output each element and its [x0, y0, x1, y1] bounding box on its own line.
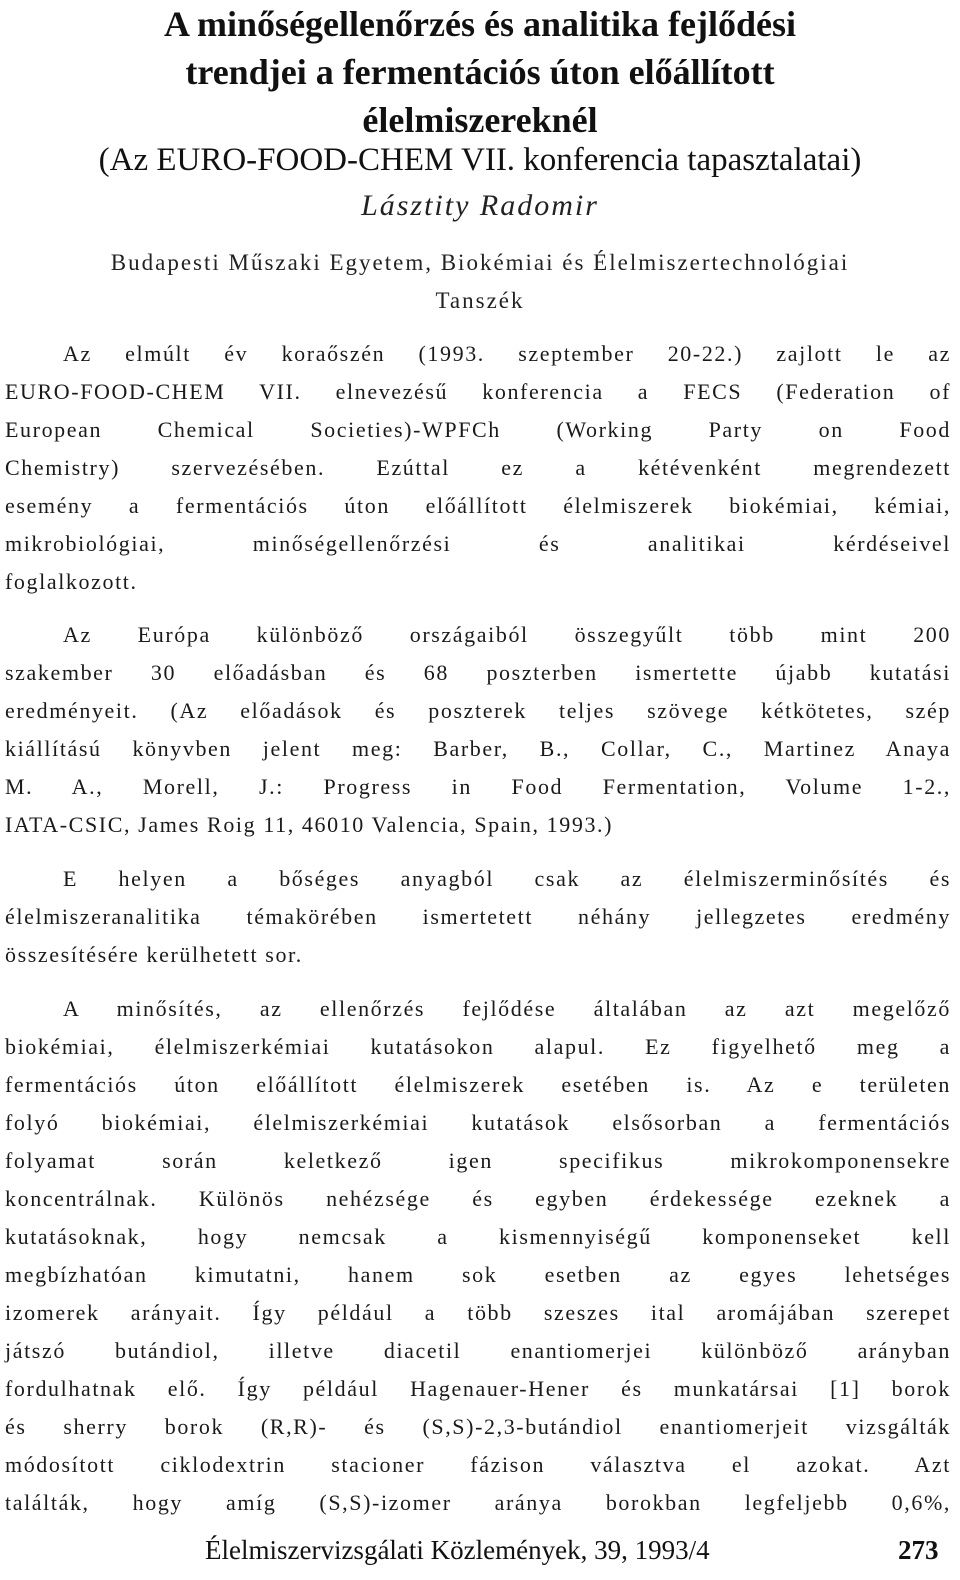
- paragraph-line: fermentációs úton előállított élelmiszerek esetében is. Az e területen: [5, 1072, 951, 1097]
- paragraph-line: kiállítású könyvben jelent meg: Barber, B., Collar, C., Martinez Anaya: [5, 736, 951, 761]
- paragraph-line: kutatásoknak, hogy nemcsak a kismennyiségű komponenseket kell: [5, 1224, 951, 1249]
- author-affiliation: [0, 244, 960, 320]
- paragraph-line: foglalkozott.: [5, 569, 138, 594]
- article-subtitle: (Az EURO-FOOD-CHEM VII. konferencia tapasztalatai): [98, 142, 862, 178]
- body-paragraph-1: [5, 335, 951, 601]
- paragraph-line: esemény a fermentációs úton előállított élelmiszerek biokémiai, kémiai,: [5, 493, 951, 518]
- paragraph-line: eredményeit. (Az előadások és poszterek teljes szövege kétkötetes, szép: [5, 698, 951, 723]
- paragraph-line: játszó butándiol, illetve diacetil enantiomerjei különböző arányban: [5, 1338, 951, 1363]
- body-paragraph-2: [5, 616, 951, 844]
- paragraph-line: European Chemical Societies)-WPFCh (Working Party on Food: [5, 417, 951, 442]
- paragraph-line: folyó biokémiai, élelmiszerkémiai kutatások elsősorban a fermentációs: [5, 1110, 951, 1135]
- paragraph-line: Az elmúlt év koraőszén (1993. szeptember 20-22.) zajlott le az: [63, 341, 951, 366]
- page-number: 273: [898, 1535, 939, 1565]
- paragraph-line: E helyen a bőséges anyagból csak az élelmiszerminősítés és: [63, 866, 951, 891]
- paragraph-line: izomerek arányait. Így például a több szeszes ital aromájában szerepet: [5, 1300, 951, 1325]
- paragraph-line: összesítésére kerülhetett sor.: [5, 942, 303, 967]
- affiliation-line: Tanszék: [435, 288, 525, 313]
- paragraph-line: fordulhatnak elő. Így például Hagenauer-Hener és munkatársai [1] borok: [5, 1376, 951, 1401]
- author-name: Lásztity Radomir: [361, 189, 599, 222]
- affiliation-line: Budapesti Műszaki Egyetem, Biokémiai és Élelmiszertechnológiai: [110, 250, 850, 275]
- paragraph-line: biokémiai, élelmiszerkémiai kutatásokon alapul. Ez figyelhető meg a: [5, 1034, 951, 1059]
- title-line: A minőségellenőrzés és analitika fejlődési: [164, 4, 796, 44]
- paragraph-line: koncentrálnak. Különös nehézsége és egyben érdekessége ezeknek a: [5, 1186, 951, 1211]
- title-line: trendjei a fermentációs úton előállított: [185, 52, 775, 92]
- paragraph-line: M. A., Morell, J.: Progress in Food Fermentation, Volume 1-2.,: [5, 774, 951, 799]
- paragraph-line: megbízhatóan kimutatni, hanem sok esetben az egyes lehetséges: [5, 1262, 951, 1287]
- title-line: élelmiszereknél: [362, 100, 598, 140]
- paragraph-line: Az Európa különböző országaiból összegyűlt több mint 200: [63, 622, 951, 647]
- paragraph-line: találták, hogy amíg (S,S)-izomer aránya borokban legfeljebb 0,6%,: [5, 1490, 951, 1515]
- paragraph-line: IATA-CSIC, James Roig 11, 46010 Valencia, Spain, 1993.): [5, 812, 614, 837]
- paragraph-line: A minősítés, az ellenőrzés fejlődése általában az azt megelőző: [63, 996, 951, 1021]
- journal-citation: Élelmiszervizsgálati Közlemények, 39, 1993/4: [205, 1535, 710, 1565]
- article-title: [0, 0, 960, 144]
- paragraph-line: mikrobiológiai, minőségellenőrzési és analitikai kérdéseivel: [5, 531, 951, 556]
- paragraph-line: szakember 30 előadásban és 68 poszterben ismertette újabb kutatási: [5, 660, 951, 685]
- paragraph-line: és sherry borok (R,R)- és (S,S)-2,3-butándiol enantiomerjeit vizsgálták: [5, 1414, 951, 1439]
- paragraph-line: folyamat során keletkező igen specifikus mikrokomponensekre: [5, 1148, 951, 1173]
- paragraph-line: EURO-FOOD-CHEM VII. elnevezésű konferencia a FECS (Federation of: [5, 379, 951, 404]
- paragraph-line: élelmiszeranalitika témakörében ismertetett néhány jellegzetes eredmény: [5, 904, 951, 929]
- paragraph-line: Chemistry) szervezésében. Ezúttal ez a kétévenként megrendezett: [5, 455, 951, 480]
- body-paragraph-3: [5, 860, 951, 974]
- body-paragraph-4: [5, 990, 951, 1522]
- paragraph-line: módosított ciklodextrin stacioner fázison választva el azokat. Azt: [5, 1452, 951, 1477]
